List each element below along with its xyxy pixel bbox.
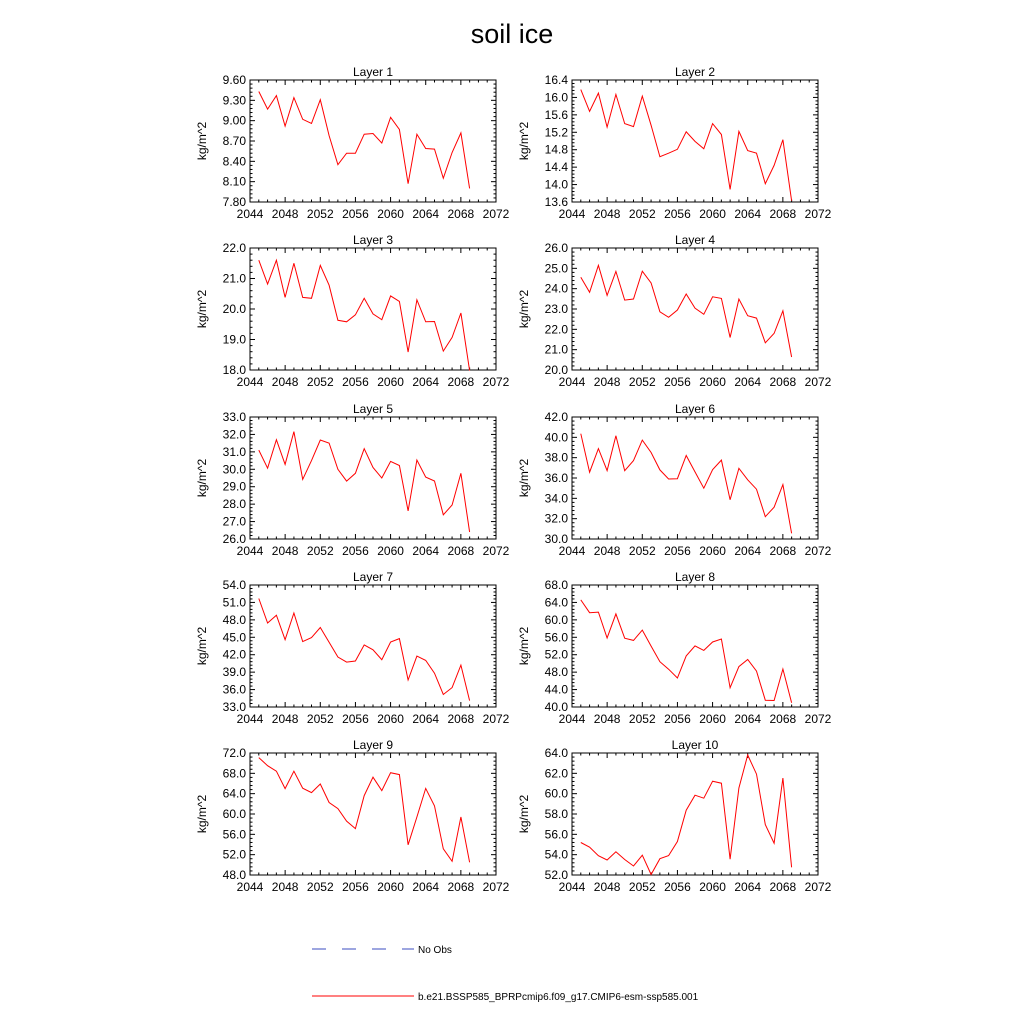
y-tick-label: 30.0	[544, 532, 568, 546]
y-tick-label: 21.0	[544, 342, 568, 357]
series-line	[581, 265, 792, 357]
series-line	[581, 434, 792, 534]
x-tick-label: 2044	[558, 375, 586, 389]
y-tick-label: 52.0	[544, 868, 568, 882]
y-tick-label: 21.0	[222, 271, 246, 286]
panel-title: Layer 5	[352, 402, 394, 416]
x-tick-label: 2072	[804, 207, 832, 221]
series-line	[581, 755, 792, 875]
x-tick-label: 2048	[271, 544, 299, 558]
panel-layer-3	[195, 233, 510, 389]
y-tick-label: 15.2	[544, 125, 568, 140]
y-tick-label: 8.10	[222, 174, 246, 189]
x-tick-label: 2068	[769, 207, 797, 221]
panel-layer-6	[517, 402, 832, 558]
x-tick-label: 2064	[412, 880, 440, 894]
y-tick-label: 56.0	[544, 827, 568, 842]
y-tick-label: 16.0	[544, 90, 568, 105]
x-tick-label: 2048	[593, 375, 621, 389]
y-tick-label: 42.0	[544, 410, 568, 424]
x-tick-label: 2056	[664, 712, 691, 726]
y-tick-label: 9.00	[222, 113, 246, 128]
x-tick-label: 2048	[271, 712, 299, 726]
series-line	[259, 260, 470, 370]
y-tick-label: 48.0	[222, 612, 246, 627]
y-tick-label: 72.0	[222, 746, 246, 760]
x-tick-label: 2056	[342, 544, 369, 558]
y-tick-label: 14.8	[544, 142, 568, 157]
y-tick-label: 28.0	[222, 497, 246, 512]
panel-layer-4	[517, 233, 832, 389]
x-tick-label: 2064	[412, 375, 440, 389]
x-tick-label: 2060	[377, 544, 404, 558]
y-tick-label: 68.0	[544, 578, 568, 592]
plot-frame	[250, 585, 496, 707]
y-tick-label: 68.0	[222, 766, 246, 781]
y-tick-label: 56.0	[544, 630, 568, 645]
x-tick-label: 2048	[593, 207, 621, 221]
y-tick-label: 19.0	[222, 332, 246, 347]
x-tick-label: 2052	[628, 880, 656, 894]
y-tick-label: 39.0	[222, 665, 246, 680]
panel-title: Layer 8	[674, 570, 716, 584]
series-line	[259, 758, 470, 863]
x-tick-label: 2060	[699, 544, 726, 558]
series-line	[581, 90, 792, 201]
y-tick-label: 33.0	[222, 410, 246, 424]
x-tick-label: 2044	[236, 375, 264, 389]
x-tick-label: 2060	[377, 712, 404, 726]
x-tick-label: 2072	[482, 880, 510, 894]
y-tick-label: 20.0	[544, 363, 568, 377]
figure-title: soil ice	[470, 19, 554, 49]
y-tick-label: 18.0	[222, 363, 246, 377]
x-tick-label: 2068	[769, 544, 797, 558]
y-tick-label: 25.0	[544, 261, 568, 276]
x-tick-label: 2052	[306, 712, 334, 726]
x-tick-label: 2068	[769, 880, 797, 894]
x-tick-label: 2064	[734, 880, 762, 894]
y-tick-label: 32.0	[544, 511, 568, 526]
y-tick-label: 60.0	[544, 786, 568, 801]
x-tick-label: 2068	[447, 712, 475, 726]
x-tick-label: 2072	[482, 544, 510, 558]
x-tick-label: 2060	[699, 207, 726, 221]
plot-frame	[250, 80, 496, 202]
x-tick-label: 2064	[734, 375, 762, 389]
x-tick-label: 2072	[804, 544, 832, 558]
y-tick-label: 27.0	[222, 514, 246, 529]
x-tick-label: 2056	[342, 880, 369, 894]
x-tick-label: 2044	[558, 544, 586, 558]
plot-frame	[572, 417, 818, 539]
y-axis-label: kg/m^2	[517, 121, 531, 161]
y-tick-label: 40.0	[544, 430, 568, 445]
y-tick-label: 9.60	[222, 73, 246, 87]
legend	[312, 945, 699, 1003]
legend-label-no-obs: No Obs	[418, 945, 452, 956]
x-tick-label: 2052	[628, 375, 656, 389]
x-tick-label: 2044	[558, 207, 586, 221]
x-tick-label: 2056	[664, 207, 691, 221]
y-tick-label: 64.0	[544, 595, 568, 610]
x-tick-label: 2056	[664, 375, 691, 389]
y-tick-label: 56.0	[222, 827, 246, 842]
series-line	[581, 600, 792, 703]
x-tick-label: 2052	[628, 544, 656, 558]
x-tick-label: 2056	[664, 880, 691, 894]
y-tick-label: 33.0	[222, 700, 246, 714]
y-tick-label: 15.6	[544, 107, 568, 122]
y-tick-label: 54.0	[544, 847, 568, 862]
y-tick-label: 26.0	[544, 241, 568, 255]
y-tick-label: 13.6	[544, 195, 568, 209]
y-tick-label: 24.0	[544, 281, 568, 296]
x-tick-label: 2068	[447, 207, 475, 221]
x-tick-label: 2068	[447, 544, 475, 558]
y-tick-label: 58.0	[544, 807, 568, 821]
y-axis-label: kg/m^2	[195, 794, 209, 834]
y-axis-label: kg/m^2	[195, 626, 209, 666]
x-tick-label: 2044	[236, 880, 264, 894]
x-tick-label: 2048	[593, 712, 621, 726]
y-axis-label: kg/m^2	[517, 458, 531, 498]
x-tick-label: 2060	[377, 207, 404, 221]
y-tick-label: 64.0	[544, 746, 568, 760]
x-tick-label: 2048	[271, 880, 299, 894]
x-tick-label: 2052	[306, 544, 334, 558]
x-tick-label: 2044	[236, 544, 264, 558]
x-tick-label: 2048	[593, 544, 621, 558]
legend-label-run: b.e21.BSSP585_BPRPcmip6.f09_g17.CMIP6-esm-ssp585.001	[418, 992, 699, 1003]
x-tick-label: 2060	[699, 712, 726, 726]
x-tick-label: 2068	[769, 375, 797, 389]
panel-title: Layer 4	[674, 233, 716, 247]
panel-title: Layer 9	[352, 738, 394, 752]
y-tick-label: 31.0	[222, 444, 246, 459]
y-tick-label: 22.0	[544, 322, 568, 337]
x-tick-label: 2052	[306, 375, 334, 389]
x-tick-label: 2068	[447, 375, 475, 389]
plot-frame	[572, 248, 818, 370]
panel-layer-1	[195, 65, 510, 221]
x-tick-label: 2052	[306, 207, 334, 221]
y-tick-label: 48.0	[544, 665, 568, 680]
x-tick-label: 2044	[558, 880, 586, 894]
x-tick-label: 2060	[377, 880, 404, 894]
y-tick-label: 42.0	[222, 647, 246, 662]
panel-title: Layer 2	[674, 65, 716, 79]
panels	[195, 65, 832, 894]
x-tick-label: 2052	[628, 712, 656, 726]
plot-frame	[250, 753, 496, 875]
x-tick-label: 2056	[342, 375, 369, 389]
y-tick-label: 20.0	[222, 302, 246, 316]
series-line	[259, 599, 470, 701]
y-tick-label: 52.0	[222, 847, 246, 862]
y-tick-label: 22.0	[222, 241, 246, 255]
x-tick-label: 2060	[699, 880, 726, 894]
x-tick-label: 2072	[482, 207, 510, 221]
panel-layer-2	[517, 65, 832, 221]
y-tick-label: 16.4	[544, 73, 568, 87]
x-tick-label: 2056	[664, 544, 691, 558]
y-tick-label: 36.0	[222, 682, 246, 697]
panel-title: Layer 1	[352, 65, 394, 79]
x-tick-label: 2048	[271, 375, 299, 389]
y-tick-label: 8.70	[222, 134, 246, 148]
x-tick-label: 2056	[342, 207, 369, 221]
y-tick-label: 14.0	[544, 177, 568, 192]
y-axis-label: kg/m^2	[195, 121, 209, 161]
y-tick-label: 45.0	[222, 630, 246, 645]
x-tick-label: 2044	[236, 712, 264, 726]
x-tick-label: 2072	[804, 880, 832, 894]
y-axis-label: kg/m^2	[517, 794, 531, 834]
x-tick-label: 2064	[412, 207, 440, 221]
x-tick-label: 2044	[558, 712, 586, 726]
y-tick-label: 23.0	[544, 302, 568, 316]
x-tick-label: 2072	[482, 375, 510, 389]
y-tick-label: 30.0	[222, 462, 246, 477]
x-tick-label: 2048	[593, 880, 621, 894]
y-tick-label: 14.4	[544, 160, 568, 175]
panel-title: Layer 10	[671, 738, 719, 752]
x-tick-label: 2072	[482, 712, 510, 726]
panel-layer-10	[517, 738, 832, 894]
x-tick-label: 2044	[236, 207, 264, 221]
x-tick-label: 2064	[734, 712, 762, 726]
y-tick-label: 40.0	[544, 700, 568, 714]
panel-layer-7	[195, 570, 510, 726]
y-tick-label: 38.0	[544, 450, 568, 465]
x-tick-label: 2060	[377, 375, 404, 389]
y-axis-label: kg/m^2	[195, 458, 209, 498]
x-tick-label: 2064	[412, 544, 440, 558]
y-tick-label: 48.0	[222, 868, 246, 882]
y-tick-label: 8.40	[222, 154, 246, 169]
x-tick-label: 2060	[699, 375, 726, 389]
y-tick-label: 29.0	[222, 479, 246, 494]
y-axis-label: kg/m^2	[517, 289, 531, 329]
y-axis-label: kg/m^2	[517, 626, 531, 666]
panel-layer-5	[195, 402, 510, 558]
y-tick-label: 7.80	[222, 195, 246, 209]
y-tick-label: 62.0	[544, 766, 568, 781]
series-line	[259, 432, 470, 532]
x-tick-label: 2068	[769, 712, 797, 726]
y-tick-label: 54.0	[222, 578, 246, 592]
plot-frame	[250, 248, 496, 370]
panel-title: Layer 7	[352, 570, 394, 584]
panel-layer-8	[517, 570, 832, 726]
y-tick-label: 32.0	[222, 427, 246, 442]
x-tick-label: 2064	[734, 207, 762, 221]
x-tick-label: 2056	[342, 712, 369, 726]
y-tick-label: 60.0	[222, 807, 246, 821]
y-tick-label: 9.30	[222, 93, 246, 108]
x-tick-label: 2072	[804, 712, 832, 726]
series-line	[259, 92, 470, 189]
x-tick-label: 2048	[271, 207, 299, 221]
y-tick-label: 36.0	[544, 471, 568, 485]
y-tick-label: 34.0	[544, 491, 568, 506]
y-tick-label: 26.0	[222, 532, 246, 546]
y-tick-label: 51.0	[222, 595, 246, 610]
panel-title: Layer 3	[352, 233, 394, 247]
y-tick-label: 60.0	[544, 612, 568, 627]
x-tick-label: 2052	[306, 880, 334, 894]
y-tick-label: 44.0	[544, 682, 568, 697]
x-tick-label: 2064	[734, 544, 762, 558]
y-tick-label: 52.0	[544, 647, 568, 662]
x-tick-label: 2064	[412, 712, 440, 726]
x-tick-label: 2052	[628, 207, 656, 221]
x-tick-label: 2068	[447, 880, 475, 894]
panel-title: Layer 6	[674, 402, 716, 416]
plot-frame	[572, 753, 818, 875]
x-tick-label: 2072	[804, 375, 832, 389]
y-tick-label: 64.0	[222, 786, 246, 801]
y-axis-label: kg/m^2	[195, 289, 209, 329]
panel-layer-9	[195, 738, 510, 894]
